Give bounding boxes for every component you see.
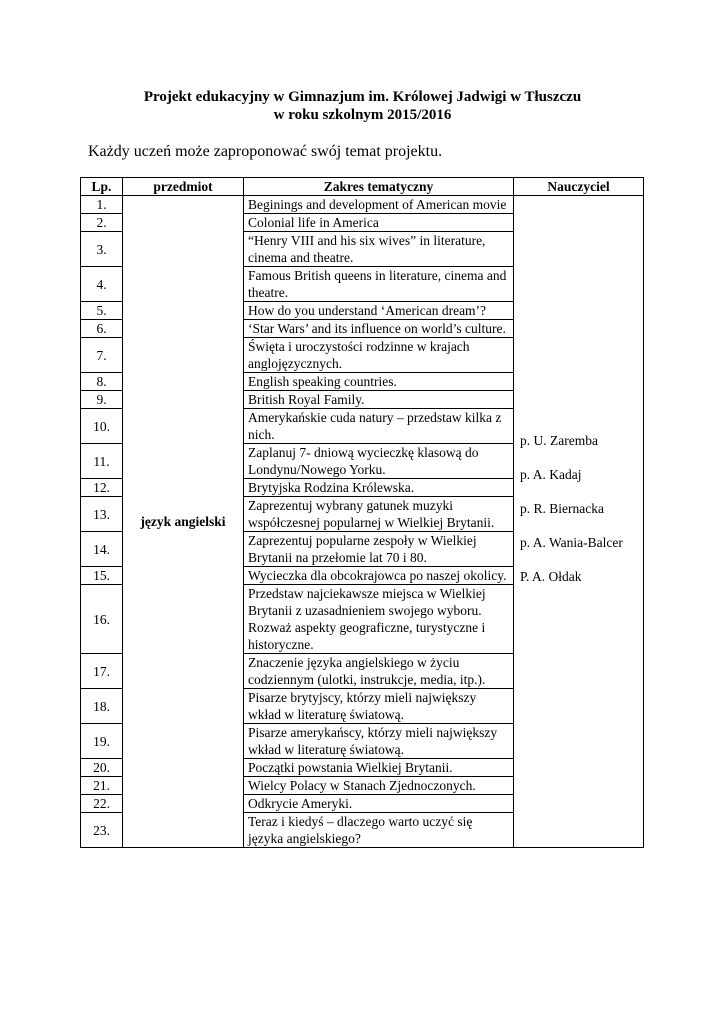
topic-cell: “Henry VIII and his six wives” in literature, cinema and theatre. [244, 232, 514, 267]
topic-cell: ‘Star Wars’ and its influence on world’s culture. [244, 320, 514, 338]
row-number: 9. [81, 391, 123, 409]
row-number: 12. [81, 479, 123, 497]
row-number: 8. [81, 373, 123, 391]
row-number: 6. [81, 320, 123, 338]
row-number: 16. [81, 585, 123, 654]
column-header-subject: przedmiot [123, 178, 244, 196]
project-topics-table [80, 177, 644, 848]
teacher-name: p. U. Zaremba [520, 433, 598, 448]
topic-cell: Famous British queens in literature, cinema and theatre. [244, 267, 514, 302]
document-title-line-1: Projekt edukacyjny w Gimnazjum im. Królowej Jadwigi w Tłuszczu [143, 89, 582, 105]
row-number: 13. [81, 497, 123, 532]
row-number: 23. [81, 813, 123, 848]
teacher-name: p. A. Wania-Balcer [520, 535, 623, 550]
topic-cell: Zaprezentuj wybrany gatunek muzyki współczesnej popularnej w Wielkiej Brytanii. [244, 497, 514, 532]
column-header-topic: Zakres tematyczny [244, 178, 514, 196]
row-number: 4. [81, 267, 123, 302]
row-number: 11. [81, 444, 123, 479]
topic-cell: Wycieczka dla obcokrajowca po naszej okolicy. [244, 567, 514, 585]
teacher-name: p. R. Biernacka [520, 501, 604, 516]
subject-cell: język angielski [123, 196, 244, 848]
table-row [81, 196, 644, 214]
topic-cell: Znaczenie języka angielskiego w życiu codziennym (ulotki, instrukcje, media, itp.). [244, 654, 514, 689]
row-number: 19. [81, 724, 123, 759]
row-number: 18. [81, 689, 123, 724]
row-number: 15. [81, 567, 123, 585]
row-number: 22. [81, 795, 123, 813]
row-number: 3. [81, 232, 123, 267]
topic-cell: Odkrycie Ameryki. [244, 795, 514, 813]
teacher-list [520, 432, 639, 585]
topic-cell: Pisarze amerykańscy, którzy mieli największy wkład w literaturę światową. [244, 724, 514, 759]
column-header-lp: Lp. [81, 178, 123, 196]
topic-cell: Colonial life in America [244, 214, 514, 232]
topic-cell: Wielcy Polacy w Stanach Zjednoczonych. [244, 777, 514, 795]
topic-cell: British Royal Family. [244, 391, 514, 409]
topic-cell: English speaking countries. [244, 373, 514, 391]
topic-cell: Zaprezentuj popularne zespoły w Wielkiej Brytanii na przełomie lat 70 i 80. [244, 532, 514, 567]
topic-cell: Zaplanuj 7- dniową wycieczkę klasową do Londynu/Nowego Yorku. [244, 444, 514, 479]
topic-cell: Święta i uroczystości rodzinne w krajach anglojęzycznych. [244, 338, 514, 373]
topic-cell: Teraz i kiedyś – dlaczego warto uczyć się języka angielskiego? [244, 813, 514, 848]
row-number: 2. [81, 214, 123, 232]
row-number: 1. [81, 196, 123, 214]
topic-cell: Beginings and development of American movie [244, 196, 514, 214]
intro-text: Każdy uczeń może zaproponować swój temat projektu. [88, 143, 443, 160]
row-number: 5. [81, 302, 123, 320]
row-number: 21. [81, 777, 123, 795]
topic-cell: Pisarze brytyjscy, którzy mieli największy wkład w literaturę światową. [244, 689, 514, 724]
topic-cell: Przedstaw najciekawsze miejsca w Wielkiej Brytanii z uzasadnieniem swojego wyboru. Rozważ aspekty geograficzne, turystyczne i historyczne. [244, 585, 514, 654]
topic-cell: Brytyjska Rodzina Królewska. [244, 479, 514, 497]
teachers-cell [514, 196, 644, 848]
topic-cell: Amerykańskie cuda natury – przedstaw kilka z nich. [244, 409, 514, 444]
column-header-teacher: Nauczyciel [514, 178, 644, 196]
row-number: 10. [81, 409, 123, 444]
topic-cell: Początki powstania Wielkiej Brytanii. [244, 759, 514, 777]
row-number: 20. [81, 759, 123, 777]
teacher-name: P. A. Ołdak [520, 569, 582, 584]
topic-cell: How do you understand ‘American dream’? [244, 302, 514, 320]
row-number: 7. [81, 338, 123, 373]
row-number: 14. [81, 532, 123, 567]
table-header-row [81, 178, 644, 196]
document-title-line-2: w roku szkolnym 2015/2016 [273, 107, 452, 123]
teacher-name: p. A. Kadaj [520, 467, 582, 482]
row-number: 17. [81, 654, 123, 689]
